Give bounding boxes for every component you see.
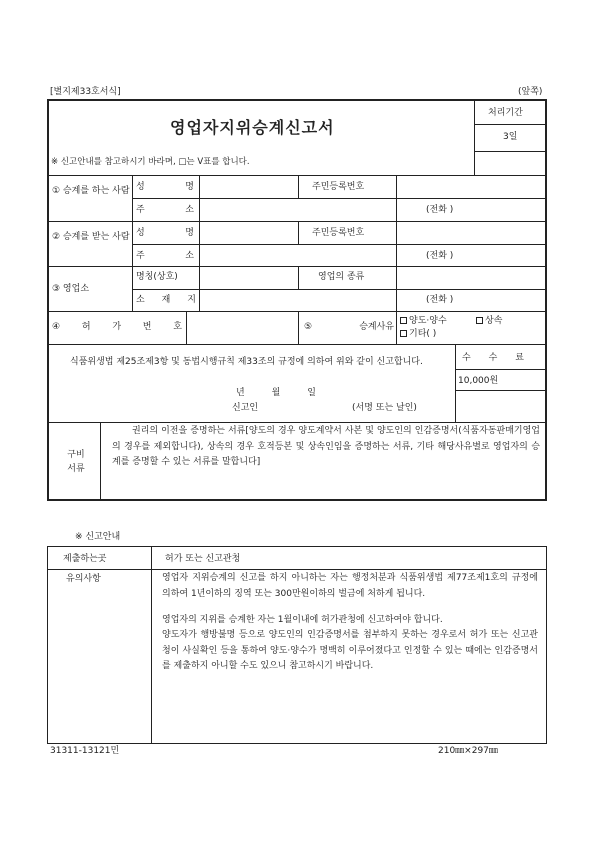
- applicant-label: 신고인: [232, 403, 259, 413]
- fee-label: 수 수 료: [462, 353, 524, 363]
- attachments-text: 권리의 이전을 증명하는 서류[양도의 경우 양도계약서 사본 및 양도인의 인감증명서(식품자동판매기영업의 경우를 제외합니다), 상속의 경우 호적등본 및 상속인임을 증명하는 서류, 기타 해당사유별로 영업자의 승계를 증명할 수 있는 서류를 말합니다]: [112, 426, 540, 467]
- reason-option-other[interactable]: 기타( ): [400, 329, 436, 340]
- note-1: 영업자 지위승계의 신고를 하지 아니하는 자는 행정처분과 식품위생법 제77조제1호의 규정에 의하여 1년이하의 징역 또는 300만원이하의 벌금에 처하게 됩니다.: [162, 573, 538, 599]
- transferor-address-label: 주 소: [136, 205, 194, 215]
- business-name-field[interactable]: [201, 268, 296, 288]
- signature-label: (서명 또는 날인): [352, 403, 417, 413]
- transferor-rrn-field[interactable]: [398, 177, 544, 197]
- checkbox-icon[interactable]: [476, 317, 483, 324]
- permit-number-field[interactable]: [188, 313, 296, 343]
- business-type-field[interactable]: [398, 268, 544, 288]
- submit-value: 허가 또는 신고관청: [165, 554, 241, 564]
- business-type-label: 영업의 종류: [318, 272, 365, 282]
- business-label: ③ 영업소: [52, 284, 90, 294]
- attachments-label: 구비 서류: [67, 450, 85, 474]
- transferee-label: ② 승계를 받는 사람: [52, 232, 130, 242]
- transferor-rrn-label: 주민등록번호: [312, 182, 365, 192]
- transferor-phone-label: (전화 ): [426, 205, 454, 215]
- business-name-label: 명칭(상호): [136, 272, 178, 282]
- transferor-label: ① 승계를 하는 사람: [52, 186, 130, 196]
- transferee-phone-label: (전화 ): [426, 251, 454, 261]
- transferor-name-field[interactable]: [201, 177, 296, 197]
- business-location-label: 소 재 지: [136, 295, 196, 305]
- footer-code: 31311-13121민: [50, 746, 120, 756]
- guide-title: ※ 신고안내: [75, 532, 121, 542]
- transferee-name-label: 성 명: [136, 228, 194, 238]
- business-phone-label: (전화 ): [426, 295, 454, 305]
- processing-period-value: 3일: [503, 132, 518, 142]
- page-side-label: (앞쪽): [518, 87, 543, 97]
- checkbox-icon[interactable]: [400, 317, 407, 324]
- reason-option-inheritance[interactable]: 상속: [476, 316, 502, 327]
- transferor-address-field[interactable]: [201, 200, 394, 220]
- processing-period-label: 처리기간: [488, 108, 523, 118]
- notice-text: ※ 신고안내를 참고하시기 바라며, □는 V표를 합니다.: [51, 157, 250, 167]
- declaration-date: 년 월 일: [236, 388, 316, 398]
- reason-option-transfer[interactable]: 양도·양수: [400, 316, 447, 327]
- transferor-name-label: 성 명: [136, 182, 194, 192]
- declaration-text: 식품위생법 제25조제3항 및 동법시행규칙 제33조의 규정에 의하여 위와 같이 신고합니다.: [70, 357, 423, 367]
- fee-value: 10,000원: [458, 376, 499, 386]
- notes-label: 유의사항: [66, 574, 101, 584]
- footer-size: 210㎜×297㎜: [438, 746, 498, 756]
- permit-number-label: ④ 허 가 번 호: [52, 322, 182, 332]
- transferee-address-field[interactable]: [201, 246, 394, 265]
- transferee-address-label: 주 소: [136, 251, 194, 261]
- checkbox-icon[interactable]: [400, 330, 407, 337]
- submit-label: 제출하는곳: [63, 554, 107, 564]
- form-number: [별지제33호서식]: [50, 87, 121, 97]
- form-title: 영업자지위승계신고서: [170, 118, 335, 137]
- business-location-field[interactable]: [201, 291, 394, 310]
- reason-label: ⑤ 승계사유: [304, 322, 394, 332]
- transferee-rrn-label: 주민등록번호: [312, 228, 365, 238]
- note-2: 영업자의 지위를 승계한 자는 1월이내에 허가관청에 신고하여야 합니다.: [162, 615, 443, 625]
- note-3: 양도자가 행방불명 등으로 양도인의 인감증명서를 첨부하지 못하는 경우로서 허가 또는 신고관청이 사실확인 등을 통하여 양도·양수가 명백히 이루어졌다고 인정할 수 있는 때에는 인감증명서를 제출하지 아니할 수도 있으니 참고하시기 바랍니다.: [162, 630, 538, 671]
- transferee-name-field[interactable]: [201, 223, 296, 243]
- transferee-rrn-field[interactable]: [398, 223, 544, 243]
